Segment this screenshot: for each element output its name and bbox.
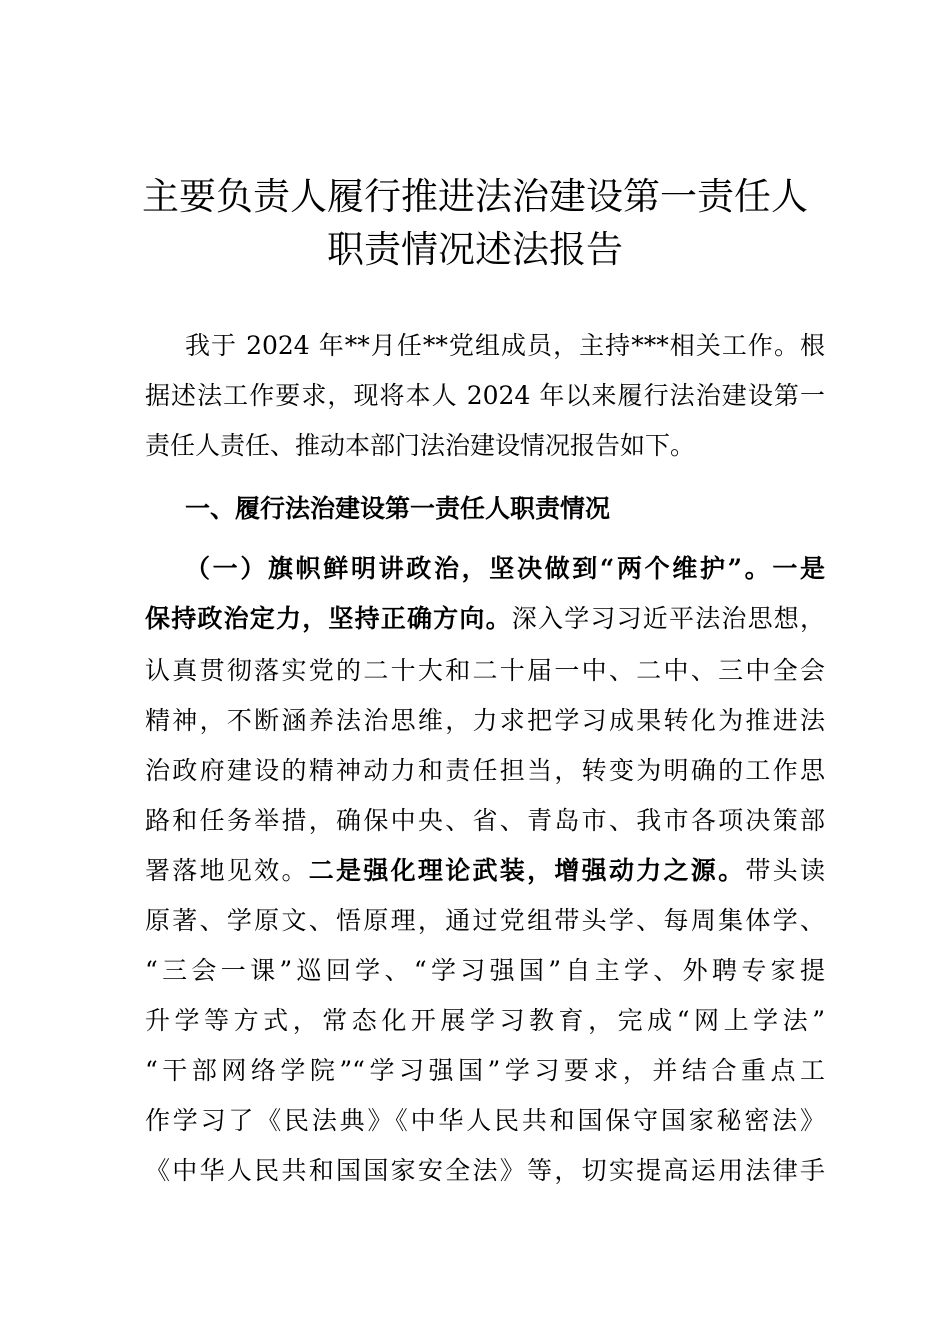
intro-line-3: 责任人责任、推动本部门法治建设情况报告如下。 <box>145 431 696 460</box>
body-text: 署落地见效。 <box>145 856 309 885</box>
body-line-12: 作学习了《民法典》《中华人民共和国保守国家秘密法》 <box>145 1106 825 1135</box>
body-line-13: 《中华人民共和国国家安全法》等，切实提高运用法律手 <box>145 1156 825 1185</box>
body-text: 深入学习习近平法治思想， <box>511 604 825 633</box>
body-line-5: 治政府建设的精神动力和责任担当，转变为明确的工作思 <box>145 756 825 785</box>
body-line-9: “三会一课”巡回学、“学习强国”自主学、外聘专家提 <box>145 956 825 985</box>
body-line-8: 原著、学原文、悟原理，通过党组带头学、每周集体学、 <box>145 906 825 935</box>
body-line-7 <box>145 855 825 888</box>
subsection-heading-line: （一）旗帜鲜明讲政治，坚决做到“两个维护”。一是 <box>185 554 825 583</box>
bold-phrase: 保持政治定力，坚持正确方向。 <box>145 604 512 633</box>
body-line-2 <box>145 603 825 636</box>
body-line-3: 认真贯彻落实党的二十大和二十届一中、二中、三中全会 <box>145 656 825 685</box>
document-title-line-1: 主要负责人履行推进法治建设第一责任人 <box>142 175 808 218</box>
body-line-10: 升学等方式，常态化开展学习教育，完成“网上学法” <box>145 1006 825 1035</box>
bold-phrase: 二是强化理论武装，增强动力之源。 <box>308 856 746 885</box>
section-heading-1: 一、履行法治建设第一责任人职责情况 <box>185 494 611 523</box>
document-title-line-2: 职责情况述法报告 <box>327 228 623 271</box>
body-line-4: 精神，不断涵养法治思维，力求把学习成果转化为推进法 <box>145 706 825 735</box>
body-line-6: 路和任务举措，确保中央、省、青岛市、我市各项决策部 <box>145 806 825 835</box>
body-line-11: “干部网络学院”“学习强国”学习要求，并结合重点工 <box>145 1056 825 1085</box>
body-text: 带头读 <box>745 856 825 885</box>
intro-line-2: 据述法工作要求，现将本人 2024 年以来履行法治建设第一 <box>145 381 825 410</box>
intro-line-1: 我于 2024 年**月任**党组成员，主持***相关工作。根 <box>185 331 825 360</box>
